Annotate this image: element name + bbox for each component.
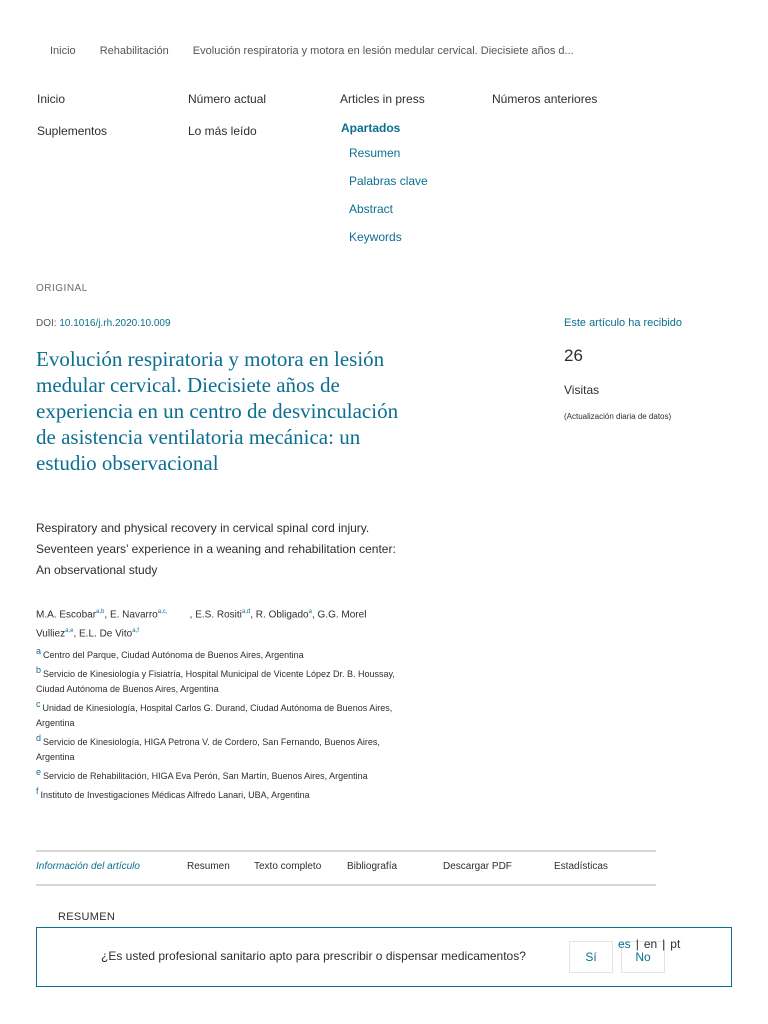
tab-informacion-articulo[interactable]: Información del artículo xyxy=(36,861,140,872)
nav-link-numeros-anteriores[interactable]: Números anteriores xyxy=(492,92,598,106)
affiliation-text: Centro del Parque, Ciudad Autónoma de Buenos Aires, Argentina xyxy=(43,650,304,660)
nav-link-inicio[interactable]: Inicio xyxy=(37,92,66,106)
article-tabs xyxy=(36,850,656,886)
affiliation-mark: f xyxy=(36,786,39,796)
nav-link-articles-in-press[interactable]: Articles in press xyxy=(340,92,425,106)
apartados-item-abstract[interactable]: Abstract xyxy=(349,202,394,216)
author-name[interactable]: E.L. De Vito xyxy=(79,628,133,640)
author-separator: , xyxy=(167,609,196,621)
affiliation-text: Servicio de Rehabilitación, HIGA Eva Perón, San Martín, Buenos Aires, Argentina xyxy=(43,771,368,781)
affiliation-mark: b xyxy=(36,665,42,675)
nav-link-numero-actual[interactable]: Número actual xyxy=(188,92,267,106)
nav-link-lo-mas-leido[interactable]: Lo más leído xyxy=(188,124,257,138)
apartados-list xyxy=(349,146,428,258)
language-switcher xyxy=(618,937,680,951)
stats-visit-count: 26 xyxy=(564,346,583,365)
affiliation-item xyxy=(36,663,396,697)
tab-descargar-pdf[interactable]: Descargar PDF xyxy=(443,861,512,872)
author-name[interactable]: E. Navarro xyxy=(109,609,158,621)
affiliation-text: Servicio de Kinesiología y Fisiatría, Hospital Municipal de Vicente López Dr. B. Houssay, Ciudad Autónoma de Buenos Aires, Argentina xyxy=(36,669,395,694)
breadcrumb-item-rehabilitacion[interactable]: Rehabilitación xyxy=(99,45,169,57)
lang-pt[interactable]: pt xyxy=(670,937,681,951)
doi-label: DOI: xyxy=(36,318,60,329)
tab-estadisticas[interactable]: Estadísticas xyxy=(554,861,608,872)
affiliation-item xyxy=(36,784,396,803)
author-separator: , xyxy=(73,628,79,640)
affiliation-item xyxy=(36,765,396,784)
author-name[interactable]: E.S. Rositi xyxy=(195,609,242,621)
article-subtitle: Respiratory and physical recovery in cervical spinal cord injury. Seventeen years’ experience in a weaning and rehabilitation center: An observational study xyxy=(36,521,396,577)
tab-texto-completo[interactable]: Texto completo xyxy=(254,861,322,872)
author-affiliation-mark[interactable]: a,f xyxy=(132,628,139,635)
author-affiliation-mark[interactable]: a xyxy=(308,609,312,615)
affiliation-mark: e xyxy=(36,767,42,777)
affiliation-mark: d xyxy=(36,733,42,743)
lang-separator: | xyxy=(662,937,666,951)
author-affiliation-mark[interactable]: a,b xyxy=(96,609,105,615)
lang-es[interactable]: es xyxy=(618,937,631,951)
breadcrumb xyxy=(50,45,574,57)
affiliation-mark: c xyxy=(36,699,41,709)
lang-separator: | xyxy=(635,937,639,951)
affiliation-text: Unidad de Kinesiología, Hospital Carlos G. Durand, Ciudad Autónoma de Buenos Aires, Argentina xyxy=(36,703,393,728)
author-name[interactable]: G.G. Morel Vulliez xyxy=(36,609,367,640)
author-name[interactable]: M.A. Escobar xyxy=(36,609,97,621)
author-separator: , xyxy=(104,609,110,621)
affiliation-text: Servicio de Kinesiología, HIGA Petrona V. de Cordero, San Fernando, Buenos Aires, Argentina xyxy=(36,737,380,762)
apartados-item-resumen[interactable]: Resumen xyxy=(349,146,401,160)
resumen-heading: RESUMEN xyxy=(58,911,116,923)
author-separator: , xyxy=(311,609,318,621)
apartados-title[interactable]: Apartados xyxy=(341,121,401,135)
affiliation-item xyxy=(36,644,396,663)
professional-banner xyxy=(36,927,732,987)
yes-button[interactable]: Sí xyxy=(569,941,613,973)
author-affiliation-mark[interactable]: a,e xyxy=(65,628,74,635)
affiliation-mark: a xyxy=(36,646,42,656)
doi xyxy=(36,318,171,329)
apartados-item-palabras-clave[interactable]: Palabras clave xyxy=(349,174,428,188)
nav-link-suplementos[interactable]: Suplementos xyxy=(37,124,108,138)
authors-list xyxy=(36,604,381,643)
stats-update-note: (Actualización diaria de datos) xyxy=(564,412,672,421)
banner-question: ¿Es usted profesional sanitario apto para prescribir o dispensar medicamentos? xyxy=(101,949,526,963)
affiliation-item xyxy=(36,731,396,765)
affiliations-list xyxy=(36,644,396,803)
doi-link[interactable]: 10.1016/j.rh.2020.10.009 xyxy=(59,318,171,329)
no-button[interactable]: No xyxy=(621,941,665,973)
stats-label: Este artículo ha recibido xyxy=(564,317,683,329)
lang-en[interactable]: en xyxy=(643,937,658,951)
author-affiliation-mark[interactable]: a,d xyxy=(241,609,251,615)
author-separator: , xyxy=(250,609,256,621)
stats-visits-label: Visitas xyxy=(564,383,600,397)
article-title: Evolución respiratoria y motora en lesión medular cervical. Diecisiete años de experiencia en un centro de desvinculación de asistencia ventilatoria mecánica: un estudio observacional xyxy=(36,347,399,475)
affiliation-item xyxy=(36,697,396,731)
author-affiliation-mark[interactable]: a,c, xyxy=(157,609,168,615)
breadcrumb-item-current: Evolución respiratoria y motora en lesión medular cervical. Diecisiete años d... xyxy=(192,45,574,57)
tab-bibliografia[interactable]: Bibliografía xyxy=(347,861,398,872)
breadcrumb-item-inicio[interactable]: Inicio xyxy=(50,45,76,57)
affiliation-text: Instituto de Investigaciones Médicas Alfredo Lanari, UBA, Argentina xyxy=(40,790,310,800)
article-section-label: ORIGINAL xyxy=(36,283,88,294)
author-name[interactable]: R. Obligado xyxy=(255,609,309,621)
tab-resumen[interactable]: Resumen xyxy=(187,861,230,872)
apartados-item-keywords[interactable]: Keywords xyxy=(349,230,402,244)
